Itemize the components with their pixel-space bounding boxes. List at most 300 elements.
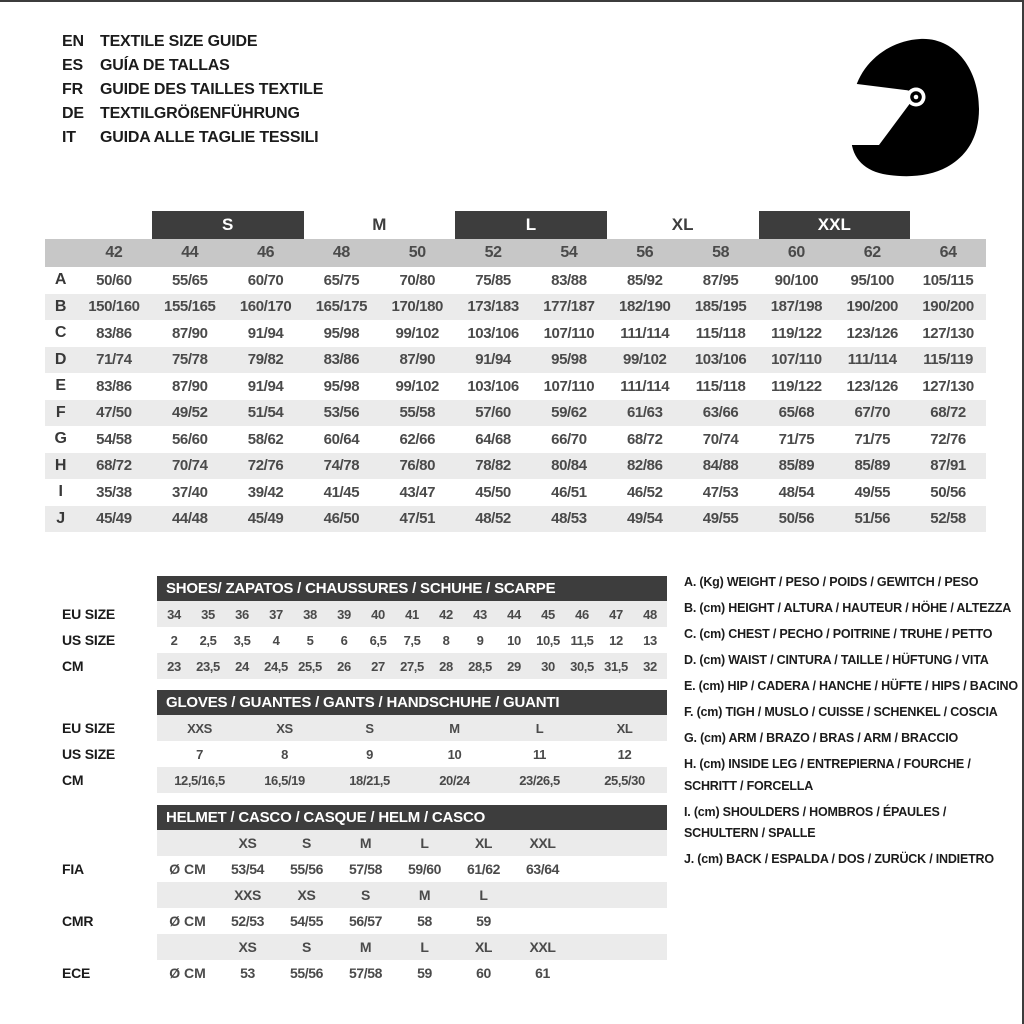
- measurement-cell: 48/54: [778, 483, 815, 501]
- measurement-cell: 99/102: [395, 324, 439, 342]
- measurement-row: [45, 400, 986, 427]
- sub-table-row: [45, 653, 667, 679]
- standard-label: FIA: [45, 856, 157, 882]
- measurement-cell: 51/56: [854, 510, 891, 528]
- measurement-cell: 48/52: [475, 510, 511, 528]
- helmet-size-cell: XXL: [529, 939, 556, 955]
- helmet-value-cell: 53: [240, 965, 255, 981]
- row-values: [157, 767, 667, 793]
- value-cell: M: [449, 720, 460, 736]
- row-values: [157, 715, 667, 741]
- row-label: US SIZE: [45, 741, 157, 767]
- helmet-size-cell: S: [361, 887, 370, 903]
- language-list: [62, 30, 323, 150]
- measurement-cell: 71/75: [778, 430, 815, 448]
- language-title: TEXTILE SIZE GUIDE: [100, 33, 258, 50]
- measurement-cell: 103/106: [467, 377, 519, 395]
- measurement-cell: 87/90: [399, 351, 436, 369]
- helmet-value-cell: 55/56: [289, 861, 324, 877]
- language-title: GUIDA ALLE TAGLIE TESSILI: [100, 129, 319, 146]
- helmet-values: [157, 856, 667, 882]
- measurement-cell: 66/70: [551, 430, 587, 448]
- measurement-cell: 150/160: [88, 298, 140, 316]
- value-cell: 28,5: [468, 658, 492, 674]
- measurement-cell: 56/60: [171, 430, 208, 448]
- value-cell: 25,5: [298, 658, 322, 674]
- helmet-icon: [845, 36, 985, 180]
- measurement-cell: 48/53: [551, 510, 587, 528]
- value-cell: 10: [447, 746, 462, 762]
- measurement-cell: 85/89: [778, 457, 815, 475]
- measurement-cell: 127/130: [922, 324, 974, 342]
- measurement-cell: 45/50: [475, 483, 511, 501]
- value-cell: S: [365, 720, 374, 736]
- value-cell: 11: [533, 746, 546, 762]
- sub-table-row: [45, 601, 667, 627]
- row-label-spacer: [45, 934, 157, 960]
- value-cell: 38: [303, 606, 317, 622]
- value-cell: 12: [609, 632, 623, 648]
- value-cell: 12,5/16,5: [174, 772, 225, 788]
- value-cell: 6,5: [369, 632, 387, 648]
- value-cell: 2: [170, 632, 178, 648]
- value-cell: 47: [609, 606, 623, 622]
- measurement-cell: 173/183: [467, 298, 519, 316]
- measurement-row: [45, 453, 986, 480]
- measurement-cell: 83/86: [323, 351, 360, 369]
- value-cell: 28: [439, 658, 453, 674]
- value-cell: 13: [643, 632, 657, 648]
- size-column-header: 56: [636, 244, 654, 261]
- helmet-size-cell: XXL: [529, 835, 556, 851]
- measurement-cell: 111/114: [620, 324, 670, 342]
- measurement-cell: 49/54: [626, 510, 663, 528]
- shoes-table: [45, 576, 667, 679]
- measurement-cell: 111/114: [847, 351, 897, 369]
- value-cell: 18/21,5: [349, 772, 390, 788]
- measurement-cell: 127/130: [922, 377, 974, 395]
- measurement-cell: 83/88: [551, 271, 587, 289]
- measurement-cell: 60/70: [247, 271, 284, 289]
- value-cell: 29: [507, 658, 521, 674]
- legend-line: H. (cm) INSIDE LEG / ENTREPIERNA / FOURCHE /: [684, 757, 971, 771]
- language-title: GUÍA DE TALLAS: [100, 57, 230, 74]
- size-group-label: S: [152, 211, 304, 239]
- value-cell: 9: [476, 632, 484, 648]
- row-filler: [572, 934, 667, 960]
- shoes-title-bar: [157, 576, 667, 601]
- row-letter: I: [58, 483, 63, 501]
- helmet-size-values: [157, 934, 667, 960]
- language-row: [62, 30, 323, 54]
- value-cell: 46: [575, 606, 589, 622]
- value-cell: 20/24: [439, 772, 470, 788]
- value-cell: 12: [617, 746, 632, 762]
- size-column-header: 58: [712, 244, 730, 261]
- sub-table-row: [45, 741, 667, 767]
- measurement-row: [45, 294, 986, 321]
- helmet-title-bar: [157, 805, 667, 830]
- row-letter: D: [54, 350, 67, 368]
- measurement-cell: 63/66: [702, 404, 739, 422]
- measurement-cell: 82/86: [626, 457, 663, 475]
- size-column-header: 50: [408, 244, 426, 261]
- measurement-cell: 50/56: [778, 510, 815, 528]
- measurement-cell: 75/85: [475, 271, 511, 289]
- value-cell: 40: [371, 606, 385, 622]
- value-cell: 6: [340, 632, 348, 648]
- measurement-legend: [684, 572, 1020, 875]
- measurement-cell: 68/72: [96, 457, 132, 475]
- measurement-cell: 99/102: [395, 377, 439, 395]
- row-label: CM: [45, 653, 157, 679]
- helmet-value-cell: [513, 908, 572, 934]
- measurement-cell: 45/49: [247, 510, 284, 528]
- measurement-cell: 190/200: [846, 298, 898, 316]
- unit-spacer: [157, 830, 218, 856]
- value-cell: 42: [439, 606, 453, 622]
- helmet-values: [157, 908, 667, 934]
- row-letter: G: [54, 430, 67, 448]
- row-filler: [572, 882, 667, 908]
- measurement-cell: 72/76: [930, 430, 966, 448]
- helmet-value-row: [45, 960, 667, 986]
- value-cell: 7,5: [403, 632, 421, 648]
- helmet-value-cell: 61: [535, 965, 550, 981]
- measurement-cell: 105/115: [922, 271, 974, 289]
- measurement-cell: 58/62: [247, 430, 284, 448]
- legend-item: [684, 650, 1020, 672]
- measurement-cell: 95/98: [323, 377, 360, 395]
- measurement-cell: 70/74: [171, 457, 208, 475]
- helmet-value-cell: 56/57: [348, 913, 383, 929]
- legend-item: [684, 572, 1020, 594]
- helmet-rows: [45, 830, 667, 986]
- legend-line: J. (cm) BACK / ESPALDA / DOS / ZURÜCK / INDIETRO: [684, 852, 994, 866]
- helmet-value-cell: 59: [417, 965, 432, 981]
- value-cell: 44: [507, 606, 521, 622]
- row-letter: A: [54, 271, 67, 289]
- value-cell: 36: [235, 606, 249, 622]
- helmet-size-cell: L: [420, 939, 429, 955]
- measurement-cell: 177/187: [543, 298, 595, 316]
- measurement-row: [45, 479, 986, 506]
- measurement-cell: 64/68: [475, 430, 511, 448]
- measurement-cell: 61/63: [626, 404, 663, 422]
- row-label-spacer: [45, 882, 157, 908]
- measurement-cell: 39/42: [247, 483, 284, 501]
- helmet-values: [157, 960, 667, 986]
- helmet-size-cell: XS: [297, 887, 316, 903]
- measurement-cell: 87/90: [171, 377, 208, 395]
- measurement-cell: 95/100: [850, 271, 894, 289]
- value-cell: 24,5: [264, 658, 288, 674]
- measurement-cell: 70/74: [702, 430, 739, 448]
- measurement-cell: 83/86: [96, 324, 132, 342]
- helmet-value-cell: 61/62: [466, 861, 501, 877]
- measurement-cell: 68/72: [626, 430, 663, 448]
- measurement-cell: 43/47: [399, 483, 436, 501]
- value-cell: 24: [235, 658, 249, 674]
- measurement-cell: 71/74: [96, 351, 132, 369]
- measurement-cell: 49/55: [854, 483, 891, 501]
- measurement-row: [45, 506, 986, 533]
- value-cell: 10,5: [536, 632, 560, 648]
- shoes-rows: [45, 601, 667, 679]
- measurement-cell: 80/84: [551, 457, 587, 475]
- helmet-value-cell: 52/53: [230, 913, 265, 929]
- row-values: [157, 741, 667, 767]
- value-cell: L: [535, 720, 544, 736]
- value-cell: 4: [272, 632, 280, 648]
- value-cell: 30,5: [570, 658, 594, 674]
- value-cell: 37: [269, 606, 283, 622]
- top-border-line: [0, 0, 1024, 2]
- value-cell: 11,5: [570, 632, 594, 648]
- size-group-label: M: [372, 215, 387, 234]
- measurement-cell: 41/45: [323, 483, 360, 501]
- measurement-cell: 46/52: [626, 483, 663, 501]
- row-label: US SIZE: [45, 627, 157, 653]
- measurement-cell: 45/49: [96, 510, 132, 528]
- row-label: EU SIZE: [45, 601, 157, 627]
- legend-item: [684, 728, 1020, 750]
- measurement-cell: 52/58: [930, 510, 966, 528]
- language-code: ES: [62, 57, 83, 74]
- row-label-spacer: [45, 830, 157, 856]
- helmet-value-cell: 57/58: [348, 861, 383, 877]
- measurement-cell: 190/200: [922, 298, 974, 316]
- row-letter: B: [54, 297, 67, 315]
- legend-line: G. (cm) ARM / BRAZO / BRAS / ARM / BRACCIO: [684, 731, 959, 745]
- size-group-label: L: [455, 211, 607, 239]
- row-letter: E: [55, 377, 66, 395]
- helmet-value-cell: 63/64: [525, 861, 560, 877]
- measurement-cell: 46/50: [323, 510, 360, 528]
- value-cell: 10: [507, 632, 521, 648]
- measurement-cell: 103/106: [467, 324, 519, 342]
- row-values: [157, 653, 667, 679]
- legend-line: SCHULTERN / SPALLE: [684, 826, 816, 840]
- size-group-row: [45, 211, 986, 239]
- legend-line: D. (cm) WAIST / CINTURA / TAILLE / HÜFTUNG / VITA: [684, 653, 989, 667]
- measurement-cell: 37/40: [171, 483, 208, 501]
- legend-line: F. (cm) TIGH / MUSLO / CUISSE / SCHENKEL / COSCIA: [684, 705, 998, 719]
- value-cell: 23,5: [196, 658, 220, 674]
- measurement-cell: 49/55: [702, 510, 739, 528]
- gloves-title-bar: [157, 690, 667, 715]
- measurement-cell: 95/98: [551, 351, 587, 369]
- helmet-size-cell: M: [359, 939, 372, 955]
- helmet-size-cell: [513, 882, 572, 908]
- helmet-size-cell: XXS: [234, 887, 261, 903]
- language-code: IT: [62, 129, 76, 146]
- value-cell: 35: [201, 606, 215, 622]
- standard-label: CMR: [45, 908, 157, 934]
- row-letter: J: [56, 509, 65, 527]
- measurement-cell: 85/92: [626, 271, 663, 289]
- value-cell: 16,5/19: [264, 772, 305, 788]
- measurement-cell: 91/94: [247, 377, 284, 395]
- helmet-value-cell: 57/58: [348, 965, 383, 981]
- legend-line: E. (cm) HIP / CADERA / HANCHE / HÜFTE / HIPS / BACINO: [684, 679, 1018, 693]
- legend-item: [684, 598, 1020, 620]
- language-row: [62, 126, 323, 150]
- row-values: [157, 601, 667, 627]
- size-column-header: 54: [560, 244, 578, 261]
- measurement-row: [45, 426, 986, 453]
- legend-item: [684, 624, 1020, 646]
- measurement-cell: 185/195: [694, 298, 747, 316]
- value-cell: XS: [276, 720, 293, 736]
- language-code: DE: [62, 105, 84, 122]
- measurement-cell: 47/50: [96, 404, 132, 422]
- measurement-cell: 74/78: [323, 457, 360, 475]
- value-cell: 9: [366, 746, 373, 762]
- size-column-header: 64: [939, 244, 957, 261]
- measurement-cell: 84/88: [702, 457, 739, 475]
- measurement-cell: 57/60: [475, 404, 511, 422]
- language-title: GUIDE DES TAILLES TEXTILE: [100, 81, 324, 98]
- measurement-cell: 107/110: [771, 351, 822, 369]
- helmet-value-cell: 58: [417, 913, 432, 929]
- value-cell: 45: [541, 606, 555, 622]
- legend-item: [684, 676, 1020, 698]
- value-cell: 27,5: [400, 658, 424, 674]
- value-cell: 32: [643, 658, 657, 674]
- helmet-size-cell: L: [479, 887, 488, 903]
- row-filler: [572, 908, 667, 934]
- measurement-cell: 67/70: [854, 404, 891, 422]
- helmet-size-values: [157, 882, 667, 908]
- measurement-row: [45, 373, 986, 400]
- measurement-cell: 46/51: [551, 483, 587, 501]
- row-label: EU SIZE: [45, 715, 157, 741]
- measurement-cell: 87/90: [171, 324, 208, 342]
- size-group-label: XL: [671, 215, 694, 234]
- value-cell: 3,5: [233, 632, 251, 648]
- measurement-cell: 59/62: [551, 404, 587, 422]
- value-cell: 34: [167, 606, 181, 622]
- helmet-value-row: [45, 908, 667, 934]
- size-number-row: [45, 239, 986, 267]
- measurement-cell: 123/126: [846, 324, 898, 342]
- measurement-cell: 47/53: [702, 483, 739, 501]
- helmet-size-row: [45, 934, 667, 960]
- measurement-cell: 44/48: [171, 510, 208, 528]
- unit-spacer: [157, 934, 218, 960]
- helmet-size-cell: M: [418, 887, 431, 903]
- measurement-cell: 78/82: [475, 457, 511, 475]
- measurement-cell: 71/75: [854, 430, 891, 448]
- row-label: CM: [45, 767, 157, 793]
- value-cell: 39: [337, 606, 351, 622]
- value-cell: 23/26,5: [519, 772, 560, 788]
- measurement-row: [45, 320, 986, 347]
- helmet-value-cell: 59: [476, 913, 491, 929]
- corner-spacer: [45, 239, 76, 267]
- legend-item: [684, 802, 1020, 845]
- size-column-header: 46: [257, 244, 275, 261]
- size-column-header: 44: [181, 244, 199, 261]
- measurement-cell: 35/38: [96, 483, 132, 501]
- size-column-header: 62: [863, 244, 881, 261]
- unit-label: Ø CM: [169, 965, 206, 981]
- measurement-cell: 165/175: [315, 298, 368, 316]
- value-cell: 25,5/30: [604, 772, 645, 788]
- measurement-cell: 70/80: [399, 271, 436, 289]
- measurement-cell: 87/91: [930, 457, 966, 475]
- measurement-cell: 99/102: [623, 351, 667, 369]
- measurement-cell: 65/68: [778, 404, 815, 422]
- helmet-value-cell: 54/55: [289, 913, 324, 929]
- legend-line: SCHRITT / FORCELLA: [684, 778, 814, 793]
- helmet-title: HELMET / CASCO / CASQUE / HELM / CASCO: [166, 809, 486, 826]
- value-cell: XXS: [187, 720, 212, 736]
- helmet-size-cell: L: [420, 835, 429, 851]
- legend-line: I. (cm) SHOULDERS / HOMBROS / ÉPAULES /: [684, 804, 947, 819]
- sub-table-row: [45, 767, 667, 793]
- measurement-cell: 119/122: [771, 377, 822, 395]
- unit-label: Ø CM: [169, 861, 206, 877]
- measurement-cell: 72/76: [247, 457, 284, 475]
- language-row: [62, 78, 323, 102]
- sub-table-row: [45, 627, 667, 653]
- value-cell: 30: [541, 658, 555, 674]
- sub-table-row: [45, 715, 667, 741]
- measurement-cell: 53/56: [323, 404, 360, 422]
- size-column-header: 52: [484, 244, 502, 261]
- value-cell: 26: [337, 658, 351, 674]
- value-cell: 27: [371, 658, 385, 674]
- value-cell: 8: [281, 746, 288, 762]
- language-title: TEXTILGRÖßENFÜHRUNG: [100, 105, 300, 122]
- measurement-cell: 123/126: [846, 377, 898, 395]
- measurement-cell: 68/72: [930, 404, 966, 422]
- helmet-size-cell: XL: [474, 939, 493, 955]
- measurement-cell: 50/56: [930, 483, 966, 501]
- legend-line: A. (Kg) WEIGHT / PESO / POIDS / GEWITCH / PESO: [684, 575, 979, 589]
- measurement-cell: 107/110: [543, 324, 595, 342]
- size-group-label: XXL: [759, 211, 911, 239]
- measurement-cell: 47/51: [399, 510, 436, 528]
- measurement-row: [45, 347, 986, 374]
- measurement-cell: 182/190: [619, 298, 671, 316]
- legend-item: [684, 754, 1020, 797]
- measurement-cell: 119/122: [771, 324, 822, 342]
- legend-item: [684, 702, 1020, 724]
- measurement-cell: 155/165: [164, 298, 216, 316]
- measurement-cell: 55/65: [171, 271, 208, 289]
- value-cell: 5: [306, 632, 314, 648]
- helmet-size-values: [157, 830, 667, 856]
- measurement-cell: 103/106: [694, 351, 747, 369]
- row-letter: H: [54, 456, 67, 474]
- measurement-cell: 50/60: [96, 271, 132, 289]
- row-filler: [572, 856, 667, 882]
- row-values: [157, 627, 667, 653]
- helmet-size-cell: XS: [238, 939, 257, 955]
- helmet-size-row: [45, 882, 667, 908]
- measurement-cell: 76/80: [399, 457, 436, 475]
- legend-line: B. (cm) HEIGHT / ALTURA / HAUTEUR / HÖHE / ALTEZZA: [684, 601, 1012, 615]
- measurement-cell: 115/119: [923, 351, 973, 369]
- shoes-title: SHOES/ ZAPATOS / CHAUSSURES / SCHUHE / SCARPE: [166, 580, 556, 597]
- legend-line: C. (cm) CHEST / PECHO / POITRINE / TRUHE / PETTO: [684, 627, 993, 641]
- unit-label: Ø CM: [169, 913, 206, 929]
- helmet-size-cell: S: [302, 939, 311, 955]
- measurement-cell: 107/110: [543, 377, 595, 395]
